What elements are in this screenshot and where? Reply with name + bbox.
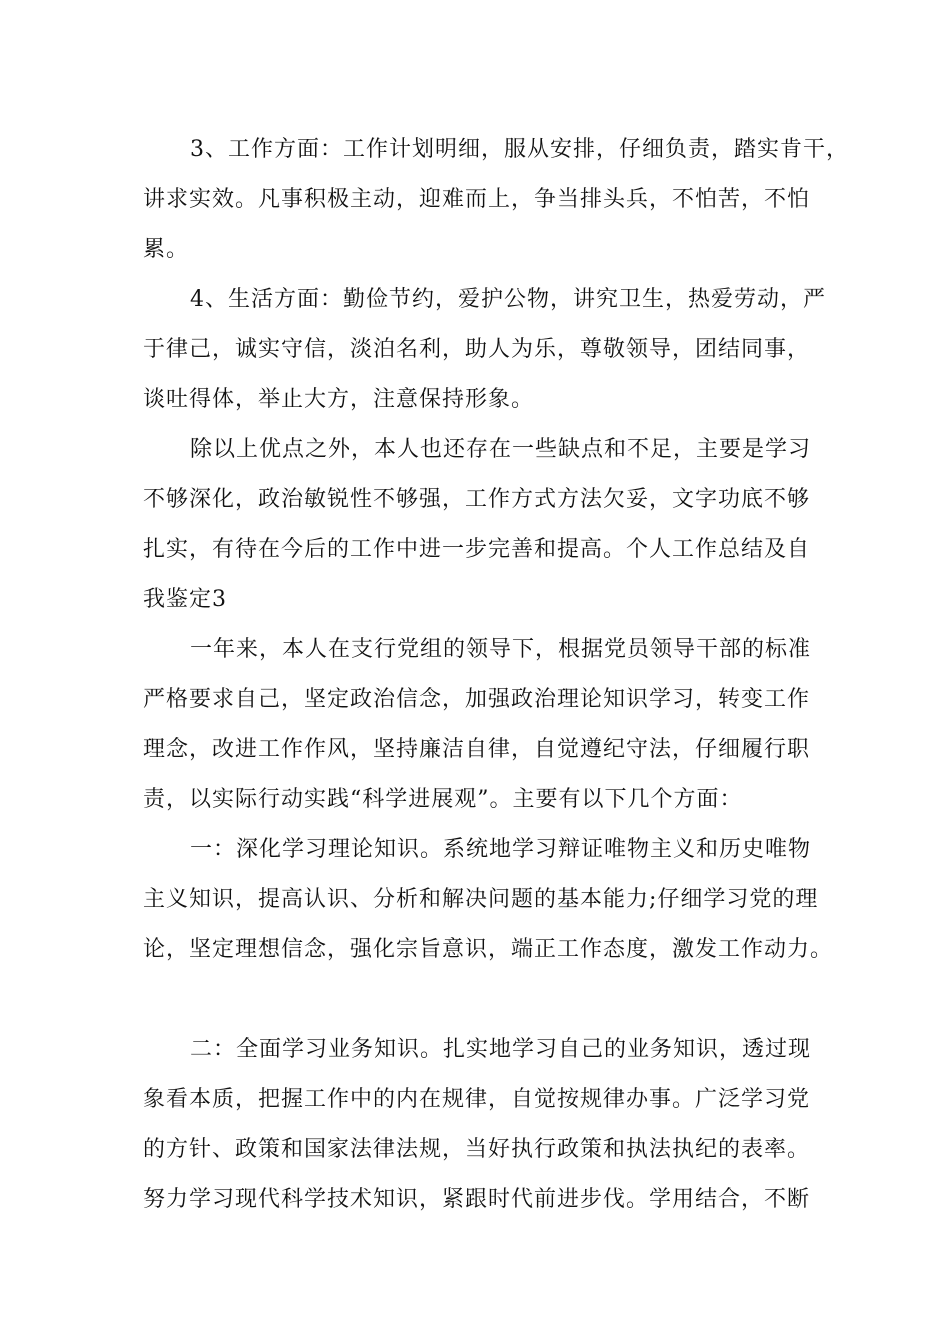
text-line: 二：全面学习业务知识。扎实地学习自己的业务知识，透过现: [190, 1037, 812, 1062]
text-line: 理念，改进工作作风，坚持廉洁自律，自觉遵纪守法，仔细履行职: [143, 737, 811, 762]
text-line: 4、生活方面：勤俭节约，爱护公物，讲究卫生，热爱劳动，严: [190, 287, 826, 312]
text-line: 除以上优点之外，本人也还存在一些缺点和不足，主要是学习: [190, 437, 812, 462]
text-line: 一：深化学习理论知识。系统地学习辩证唯物主义和历史唯物: [190, 837, 812, 862]
text-line: 于律己，诚实守信，淡泊名利，助人为乐，尊敬领导，团结同事，: [143, 337, 811, 362]
text-line: 我鉴定3: [143, 587, 227, 612]
text-line: 主义知识，提高认识、分析和解决问题的基本能力;仔细学习党的理: [143, 887, 819, 912]
text-line: 的方针、政策和国家法律法规，当好执行政策和执法执纪的表率。: [143, 1137, 811, 1162]
text-line: 一年来，本人在支行党组的领导下，根据党员领导干部的标准: [190, 637, 812, 662]
text-line: 3、工作方面：工作计划明细，服从安排，仔细负责，踏实肯干，: [190, 137, 849, 162]
text-line: 讲求实效。凡事积极主动，迎难而上，争当排头兵，不怕苦，不怕: [143, 187, 811, 212]
text-line: 论，坚定理想信念，强化宗旨意识，端正工作态度，激发工作动力。: [143, 937, 834, 962]
text-line: 象看本质，把握工作中的内在规律，自觉按规律办事。广泛学习党: [143, 1087, 811, 1112]
text-line: 努力学习现代科学技术知识，紧跟时代前进步伐。学用结合，不断: [143, 1187, 811, 1212]
text-line: 扎实，有待在今后的工作中进一步完善和提高。个人工作总结及自: [143, 537, 811, 562]
text-line: 严格要求自己，坚定政治信念，加强政治理论知识学习，转变工作: [143, 687, 811, 712]
text-line: 谈吐得体，举止大方，注意保持形象。: [143, 387, 535, 412]
text-line: 不够深化，政治敏锐性不够强，工作方式方法欠妥，文字功底不够: [143, 487, 811, 512]
text-line: 累。: [143, 237, 190, 262]
text-line: 责，以实际行动实践“科学进展观”。主要有以下几个方面：: [143, 787, 743, 812]
